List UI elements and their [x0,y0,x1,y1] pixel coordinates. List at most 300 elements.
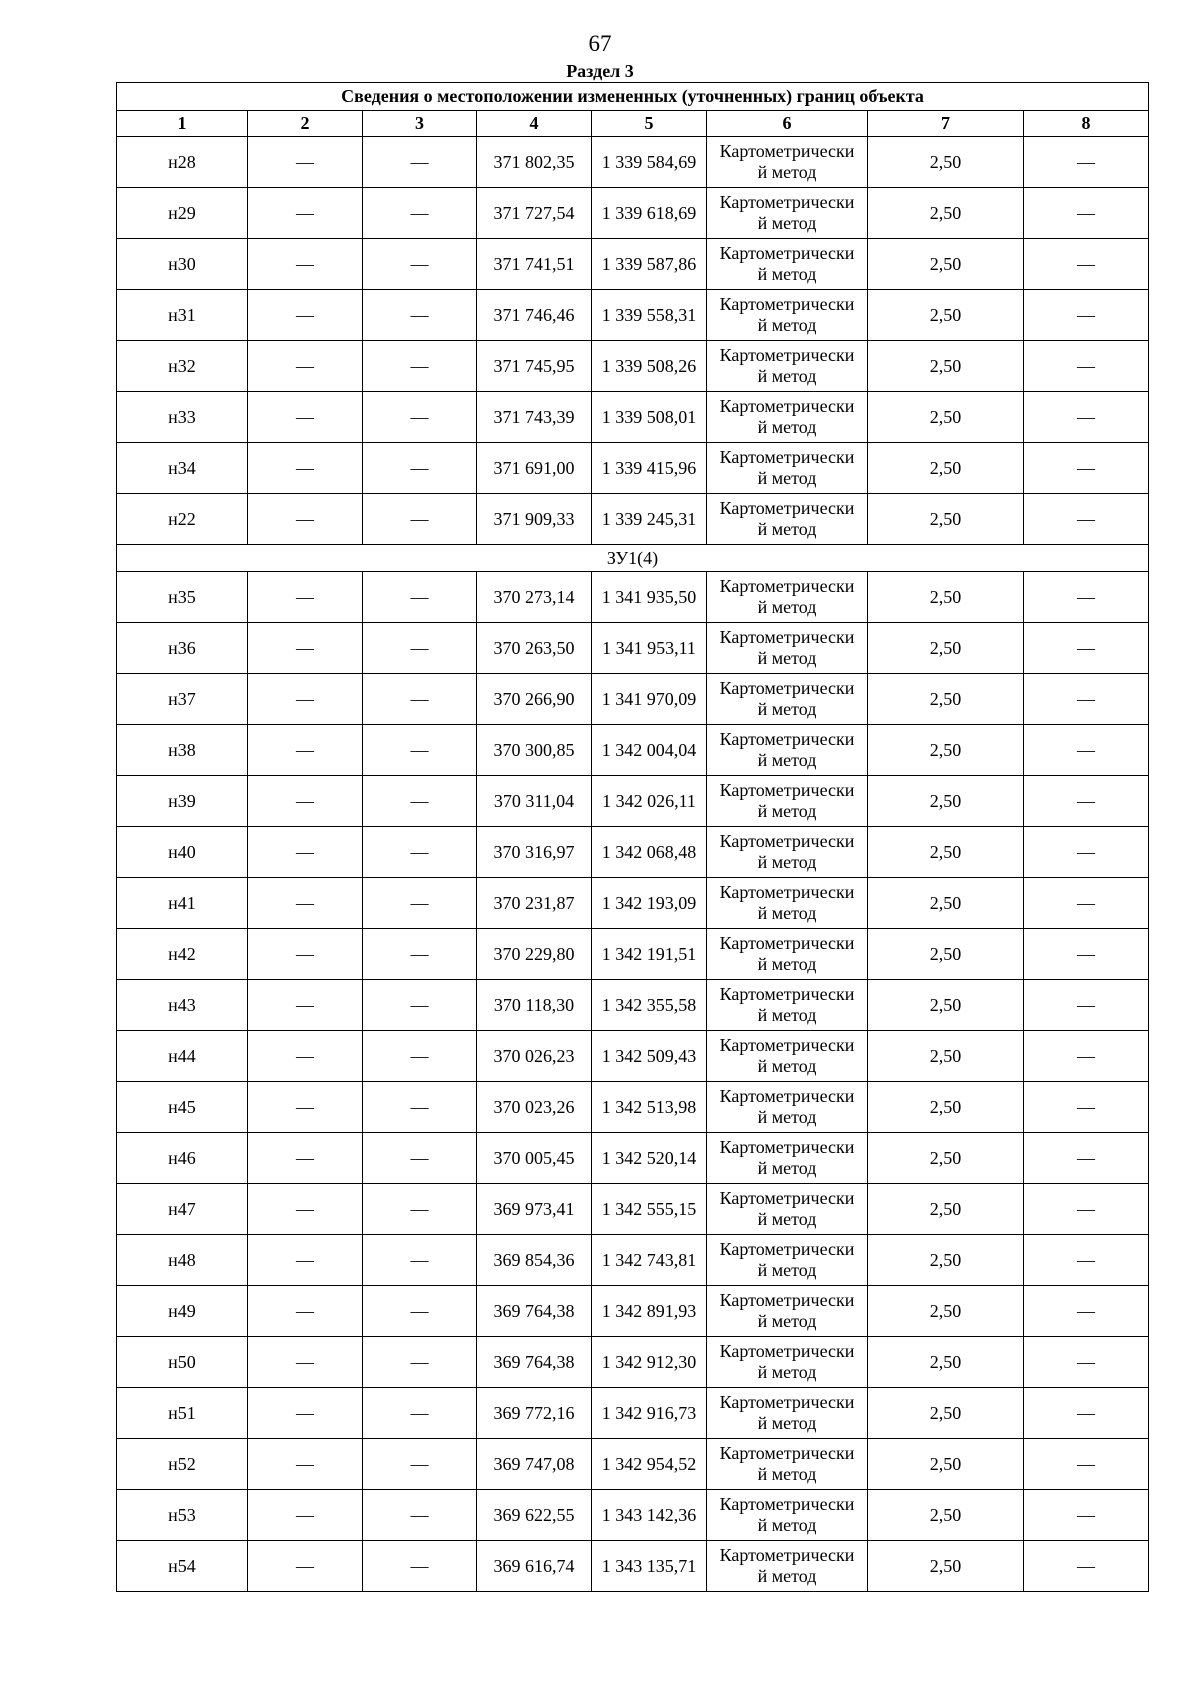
method-cell [707,1235,868,1286]
y-coordinate-cell: 1 339 618,69 [592,188,707,239]
cell-col-8: — [1024,623,1149,674]
cell-col-8: — [1024,1439,1149,1490]
x-coordinate-cell: 370 311,04 [477,776,592,827]
cell-col-3: — [363,1337,477,1388]
column-header: 4 [477,111,592,137]
cell-col-3: — [363,725,477,776]
cell-col-3: — [363,929,477,980]
method-line-1: Картометрически [719,576,855,596]
cell-col-8: — [1024,1541,1149,1592]
x-coordinate-cell: 371 741,51 [477,239,592,290]
method-line-1: Картометрически [719,1494,855,1514]
x-coordinate-cell: 369 764,38 [477,1286,592,1337]
method-line-2: й метод [757,699,817,719]
accuracy-cell: 2,50 [868,1439,1024,1490]
x-coordinate-cell: 370 316,97 [477,827,592,878]
cell-col-2: — [248,827,363,878]
cell-col-2: — [248,1184,363,1235]
point-name-cell: н36 [117,623,248,674]
method-cell [707,980,868,1031]
y-coordinate-cell: 1 341 953,11 [592,623,707,674]
column-header: 3 [363,111,477,137]
cell-col-8: — [1024,827,1149,878]
method-line-1: Картометрически [719,831,855,851]
x-coordinate-cell: 371 745,95 [477,341,592,392]
cell-col-3: — [363,1541,477,1592]
table-row [117,623,1149,674]
y-coordinate-cell: 1 339 508,01 [592,392,707,443]
cell-col-3: — [363,878,477,929]
cell-col-2: — [248,1388,363,1439]
accuracy-cell: 2,50 [868,1082,1024,1133]
cell-col-2: — [248,929,363,980]
table-row [117,1337,1149,1388]
cell-col-2: — [248,1439,363,1490]
table-row [117,572,1149,623]
x-coordinate-cell: 371 909,33 [477,494,592,545]
cell-col-3: — [363,290,477,341]
y-coordinate-cell: 1 341 935,50 [592,572,707,623]
cell-col-2: — [248,980,363,1031]
method-line-1: Картометрически [719,678,855,698]
point-name-cell: н54 [117,1541,248,1592]
method-cell [707,776,868,827]
column-header: 6 [707,111,868,137]
method-cell [707,572,868,623]
cell-col-8: — [1024,572,1149,623]
method-line-1: Картометрически [719,192,855,212]
method-line-1: Картометрически [719,1392,855,1412]
page-number: 67 [588,31,612,56]
accuracy-cell: 2,50 [868,776,1024,827]
cell-col-3: — [363,674,477,725]
y-coordinate-cell: 1 342 520,14 [592,1133,707,1184]
method-line-1: Картометрически [719,141,855,161]
method-cell [707,1031,868,1082]
y-coordinate-cell: 1 342 193,09 [592,878,707,929]
method-line-1: Картометрически [719,345,855,365]
x-coordinate-cell: 370 229,80 [477,929,592,980]
method-line-2: й метод [757,1260,817,1280]
x-coordinate-cell: 371 802,35 [477,137,592,188]
table-row [117,980,1149,1031]
cell-col-8: — [1024,392,1149,443]
column-header: 7 [868,111,1024,137]
x-coordinate-cell: 370 118,30 [477,980,592,1031]
x-coordinate-cell: 369 747,08 [477,1439,592,1490]
table-row [117,1388,1149,1439]
column-header: 2 [248,111,363,137]
accuracy-cell: 2,50 [868,494,1024,545]
point-name-cell: н33 [117,392,248,443]
method-line-1: Картометрически [719,780,855,800]
accuracy-cell: 2,50 [868,725,1024,776]
method-line-1: Картометрически [719,396,855,416]
method-line-2: й метод [757,519,817,539]
cell-col-2: — [248,239,363,290]
table-row [117,1541,1149,1592]
x-coordinate-cell: 370 273,14 [477,572,592,623]
method-cell [707,1439,868,1490]
method-line-1: Картометрически [719,627,855,647]
x-coordinate-cell: 370 263,50 [477,623,592,674]
x-coordinate-cell: 369 764,38 [477,1337,592,1388]
x-coordinate-cell: 371 746,46 [477,290,592,341]
method-cell [707,239,868,290]
accuracy-cell: 2,50 [868,239,1024,290]
method-cell [707,443,868,494]
accuracy-cell: 2,50 [868,980,1024,1031]
cell-col-8: — [1024,878,1149,929]
table-row [117,443,1149,494]
cell-col-8: — [1024,290,1149,341]
method-line-1: Картометрически [719,1341,855,1361]
cell-col-2: — [248,878,363,929]
cell-col-8: — [1024,980,1149,1031]
point-name-cell: н52 [117,1439,248,1490]
y-coordinate-cell: 1 339 584,69 [592,137,707,188]
table-row [117,827,1149,878]
cell-col-8: — [1024,929,1149,980]
point-name-cell: н41 [117,878,248,929]
method-line-2: й метод [757,1107,817,1127]
point-name-cell: н34 [117,443,248,494]
method-line-1: Картометрически [719,243,855,263]
table-row [117,137,1149,188]
cell-col-3: — [363,827,477,878]
x-coordinate-cell: 370 005,45 [477,1133,592,1184]
cell-col-8: — [1024,725,1149,776]
point-name-cell: н35 [117,572,248,623]
method-line-2: й метод [757,366,817,386]
column-header-row [117,111,1149,137]
y-coordinate-cell: 1 339 508,26 [592,341,707,392]
method-cell [707,1133,868,1184]
method-line-2: й метод [757,648,817,668]
method-line-2: й метод [757,1311,817,1331]
cell-col-3: — [363,1439,477,1490]
y-coordinate-cell: 1 341 970,09 [592,674,707,725]
point-name-cell: н44 [117,1031,248,1082]
table-row [117,188,1149,239]
cell-col-2: — [248,725,363,776]
cell-col-2: — [248,1133,363,1184]
cell-col-2: — [248,776,363,827]
table-row [117,776,1149,827]
y-coordinate-cell: 1 339 415,96 [592,443,707,494]
point-name-cell: н22 [117,494,248,545]
group-label: ЗУ1(4) [117,545,1149,572]
cell-col-3: — [363,1184,477,1235]
method-line-1: Картометрически [719,498,855,518]
table-row [117,674,1149,725]
accuracy-cell: 2,50 [868,1388,1024,1439]
column-header: 8 [1024,111,1149,137]
cell-col-8: — [1024,1490,1149,1541]
cell-col-8: — [1024,137,1149,188]
table-row [117,1031,1149,1082]
method-line-1: Картометрически [719,1035,855,1055]
method-line-1: Картометрически [719,447,855,467]
cell-col-3: — [363,776,477,827]
x-coordinate-cell: 370 231,87 [477,878,592,929]
cell-col-3: — [363,1031,477,1082]
cell-col-2: — [248,1031,363,1082]
cell-col-2: — [248,1541,363,1592]
cell-col-8: — [1024,239,1149,290]
cell-col-3: — [363,1235,477,1286]
y-coordinate-cell: 1 343 142,36 [592,1490,707,1541]
point-name-cell: н32 [117,341,248,392]
method-line-2: й метод [757,954,817,974]
cell-col-2: — [248,137,363,188]
y-coordinate-cell: 1 342 555,15 [592,1184,707,1235]
y-coordinate-cell: 1 339 245,31 [592,494,707,545]
method-line-1: Картометрически [719,729,855,749]
x-coordinate-cell: 371 691,00 [477,443,592,494]
y-coordinate-cell: 1 342 912,30 [592,1337,707,1388]
table-row [117,290,1149,341]
table-caption: Сведения о местоположении измененных (уточненных) границ объекта [117,83,1149,111]
y-coordinate-cell: 1 342 513,98 [592,1082,707,1133]
cell-col-8: — [1024,1388,1149,1439]
method-cell [707,188,868,239]
cell-col-8: — [1024,674,1149,725]
method-line-2: й метод [757,1413,817,1433]
cell-col-2: — [248,188,363,239]
cell-col-2: — [248,443,363,494]
section-title: Раздел 3 [566,61,634,81]
method-line-1: Картометрически [719,1137,855,1157]
accuracy-cell: 2,50 [868,929,1024,980]
accuracy-cell: 2,50 [868,827,1024,878]
method-cell [707,1082,868,1133]
point-name-cell: н46 [117,1133,248,1184]
cell-col-3: — [363,1082,477,1133]
cell-col-8: — [1024,494,1149,545]
table-row [117,1490,1149,1541]
table-row [117,341,1149,392]
method-cell [707,725,868,776]
x-coordinate-cell: 369 973,41 [477,1184,592,1235]
point-name-cell: н51 [117,1388,248,1439]
y-coordinate-cell: 1 342 026,11 [592,776,707,827]
method-cell [707,392,868,443]
cell-col-2: — [248,1286,363,1337]
table-row [117,1133,1149,1184]
x-coordinate-cell: 370 026,23 [477,1031,592,1082]
table-row [117,1286,1149,1337]
method-line-2: й метод [757,1209,817,1229]
cell-col-3: — [363,980,477,1031]
x-coordinate-cell: 370 023,26 [477,1082,592,1133]
table-row [117,1184,1149,1235]
method-line-2: й метод [757,1158,817,1178]
accuracy-cell: 2,50 [868,137,1024,188]
method-line-2: й метод [757,1005,817,1025]
method-line-1: Картометрически [719,1545,855,1565]
y-coordinate-cell: 1 342 743,81 [592,1235,707,1286]
y-coordinate-cell: 1 342 891,93 [592,1286,707,1337]
method-line-1: Картометрически [719,933,855,953]
y-coordinate-cell: 1 339 587,86 [592,239,707,290]
table-body [117,137,1149,1592]
cell-col-8: — [1024,1235,1149,1286]
accuracy-cell: 2,50 [868,1286,1024,1337]
point-name-cell: н47 [117,1184,248,1235]
accuracy-cell: 2,50 [868,1235,1024,1286]
column-header: 5 [592,111,707,137]
table-row [117,239,1149,290]
point-name-cell: н42 [117,929,248,980]
method-line-2: й метод [757,213,817,233]
method-line-2: й метод [757,852,817,872]
y-coordinate-cell: 1 343 135,71 [592,1541,707,1592]
method-cell [707,1337,868,1388]
method-line-2: й метод [757,597,817,617]
cell-col-3: — [363,443,477,494]
point-name-cell: н37 [117,674,248,725]
accuracy-cell: 2,50 [868,1337,1024,1388]
point-name-cell: н49 [117,1286,248,1337]
x-coordinate-cell: 369 772,16 [477,1388,592,1439]
y-coordinate-cell: 1 342 068,48 [592,827,707,878]
point-name-cell: н43 [117,980,248,1031]
method-line-2: й метод [757,1056,817,1076]
x-coordinate-cell: 371 727,54 [477,188,592,239]
point-name-cell: н53 [117,1490,248,1541]
method-cell [707,1286,868,1337]
method-line-2: й метод [757,264,817,284]
method-line-1: Картометрически [719,1443,855,1463]
method-line-2: й метод [757,801,817,821]
method-line-1: Картометрически [719,1239,855,1259]
method-cell [707,341,868,392]
accuracy-cell: 2,50 [868,290,1024,341]
table-row [117,725,1149,776]
accuracy-cell: 2,50 [868,188,1024,239]
method-line-2: й метод [757,417,817,437]
cell-col-3: — [363,341,477,392]
method-line-1: Картометрически [719,1188,855,1208]
cell-col-2: — [248,290,363,341]
accuracy-cell: 2,50 [868,1133,1024,1184]
cell-col-8: — [1024,1031,1149,1082]
accuracy-cell: 2,50 [868,1184,1024,1235]
cell-col-3: — [363,1490,477,1541]
method-line-2: й метод [757,1566,817,1586]
cell-col-2: — [248,623,363,674]
table-row [117,494,1149,545]
accuracy-cell: 2,50 [868,341,1024,392]
cell-col-8: — [1024,1286,1149,1337]
table-caption-row [117,83,1149,111]
point-name-cell: н38 [117,725,248,776]
x-coordinate-cell: 369 622,55 [477,1490,592,1541]
table-row [117,1235,1149,1286]
table-row [117,929,1149,980]
cell-col-2: — [248,572,363,623]
cell-col-3: — [363,188,477,239]
accuracy-cell: 2,50 [868,392,1024,443]
cell-col-3: — [363,623,477,674]
cell-col-2: — [248,392,363,443]
cell-col-2: — [248,1337,363,1388]
cell-col-2: — [248,1235,363,1286]
cell-col-3: — [363,1133,477,1184]
boundary-table [116,82,1149,1592]
method-cell [707,1388,868,1439]
method-cell [707,1541,868,1592]
point-name-cell: н29 [117,188,248,239]
y-coordinate-cell: 1 342 004,04 [592,725,707,776]
cell-col-2: — [248,341,363,392]
y-coordinate-cell: 1 339 558,31 [592,290,707,341]
cell-col-3: — [363,572,477,623]
x-coordinate-cell: 369 616,74 [477,1541,592,1592]
accuracy-cell: 2,50 [868,623,1024,674]
cell-col-3: — [363,239,477,290]
method-line-2: й метод [757,162,817,182]
y-coordinate-cell: 1 342 191,51 [592,929,707,980]
method-cell [707,137,868,188]
point-name-cell: н28 [117,137,248,188]
cell-col-8: — [1024,1184,1149,1235]
method-line-1: Картометрически [719,984,855,1004]
accuracy-cell: 2,50 [868,878,1024,929]
accuracy-cell: 2,50 [868,572,1024,623]
cell-col-2: — [248,1490,363,1541]
point-name-cell: н39 [117,776,248,827]
group-row [117,545,1149,572]
accuracy-cell: 2,50 [868,443,1024,494]
method-cell [707,1490,868,1541]
method-cell [707,494,868,545]
cell-col-2: — [248,494,363,545]
table-row [117,878,1149,929]
method-cell [707,674,868,725]
cell-col-8: — [1024,188,1149,239]
method-line-2: й метод [757,468,817,488]
cell-col-3: — [363,1286,477,1337]
cell-col-8: — [1024,1082,1149,1133]
cell-col-2: — [248,674,363,725]
method-cell [707,290,868,341]
x-coordinate-cell: 370 300,85 [477,725,592,776]
method-cell [707,878,868,929]
point-name-cell: н30 [117,239,248,290]
x-coordinate-cell: 371 743,39 [477,392,592,443]
cell-col-3: — [363,392,477,443]
method-line-1: Картометрически [719,294,855,314]
cell-col-3: — [363,494,477,545]
point-name-cell: н31 [117,290,248,341]
accuracy-cell: 2,50 [868,1031,1024,1082]
method-cell [707,827,868,878]
accuracy-cell: 2,50 [868,674,1024,725]
table-row [117,1082,1149,1133]
method-cell [707,623,868,674]
cell-col-3: — [363,137,477,188]
cell-col-8: — [1024,1133,1149,1184]
cell-col-8: — [1024,443,1149,494]
method-line-1: Картометрически [719,1290,855,1310]
point-name-cell: н45 [117,1082,248,1133]
cell-col-3: — [363,1388,477,1439]
method-line-1: Картометрически [719,1086,855,1106]
y-coordinate-cell: 1 342 954,52 [592,1439,707,1490]
y-coordinate-cell: 1 342 509,43 [592,1031,707,1082]
